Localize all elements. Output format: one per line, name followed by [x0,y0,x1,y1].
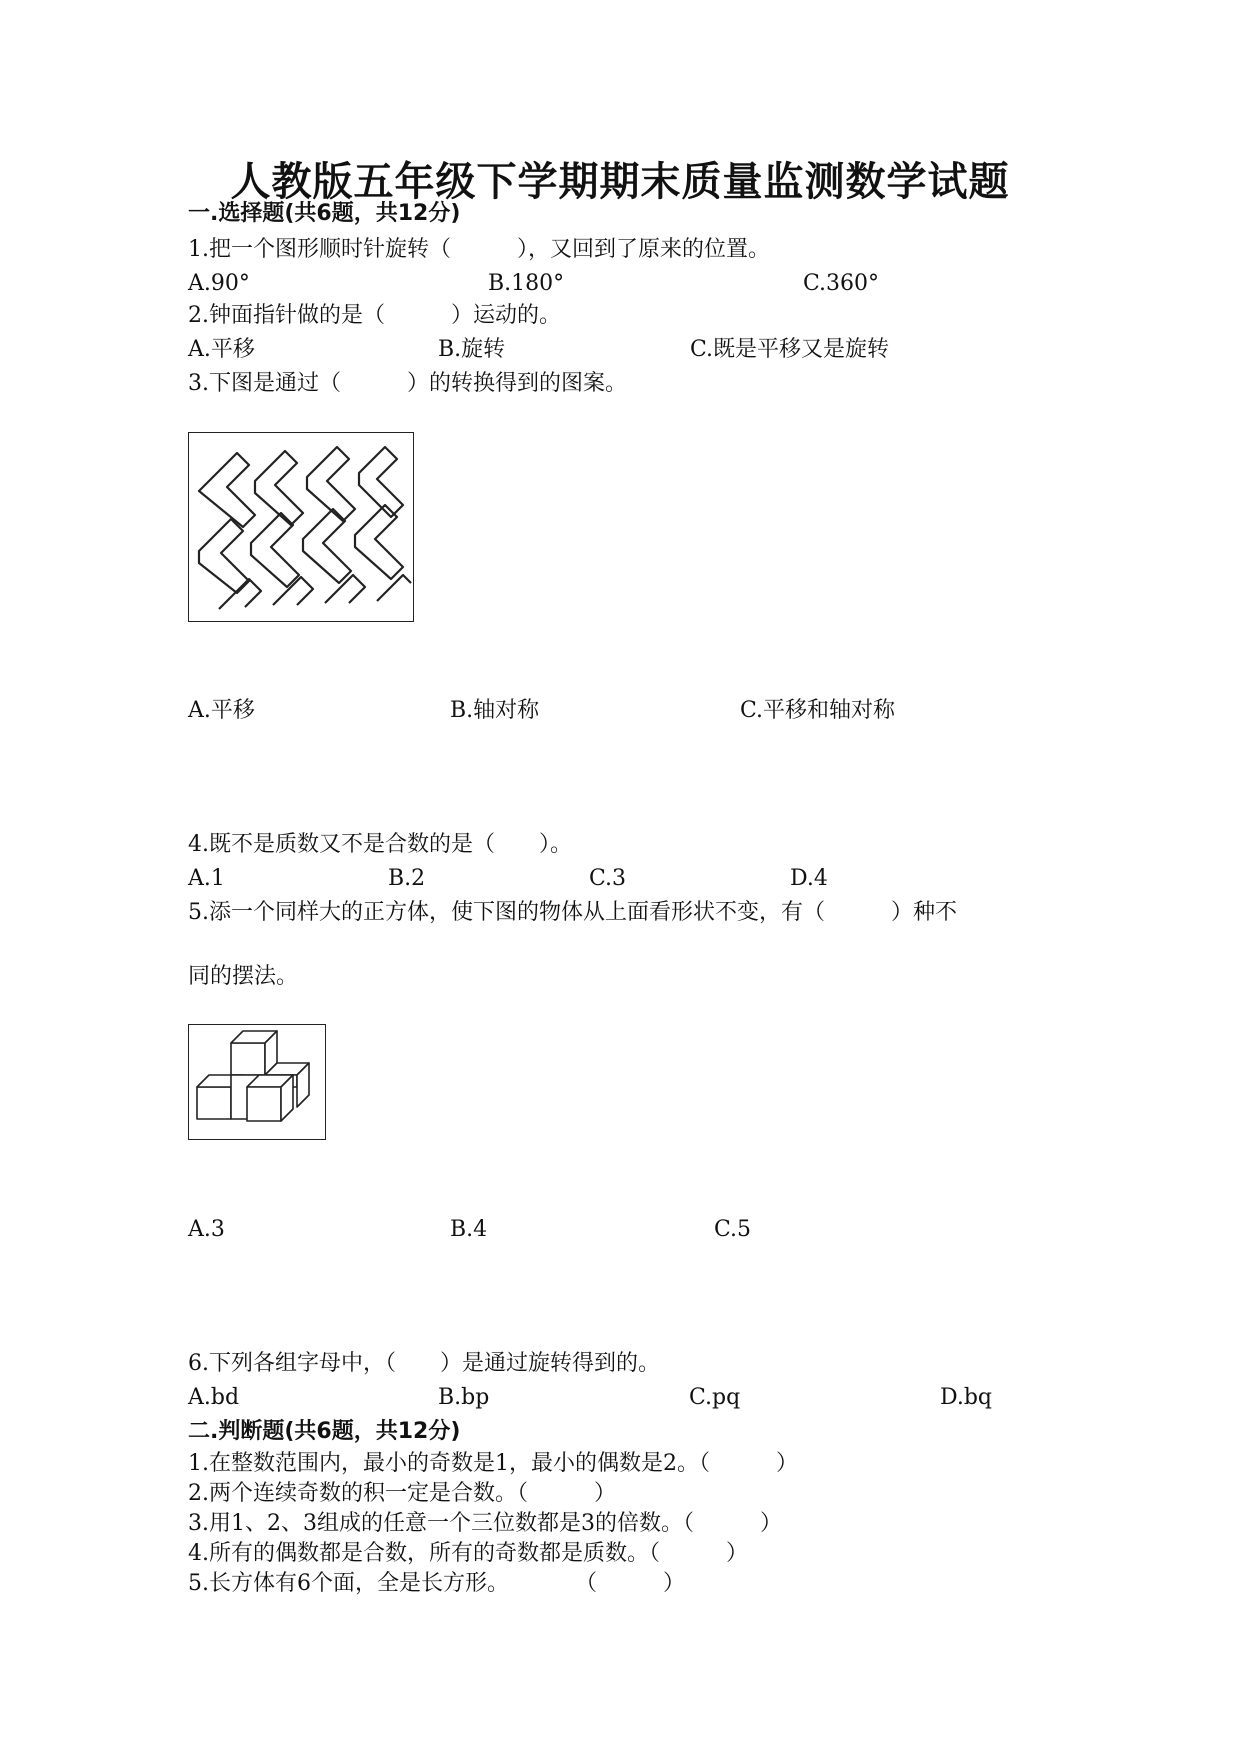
top-cube-front [231,1043,265,1075]
q4-option-c: C.3 [589,866,627,891]
question-1-text: 1.把一个图形顺时针旋转（ ），又回到了原来的位置。 [188,237,770,262]
q5-option-a: A.3 [188,1217,225,1242]
q5-option-c: C.5 [714,1217,752,1242]
q1-option-b: B.180° [488,271,565,296]
left-cube-front [197,1087,231,1119]
q6-option-b: B.bp [438,1385,490,1410]
judgement-item-5: 5.长方体有6个面，全是长方形。 （ ） [188,1571,685,1596]
question-3-text: 3.下图是通过（ ）的转换得到的图案。 [188,371,627,396]
q2-option-a: A.平移 [188,337,255,362]
page-title: 人教版五年级下学期期末质量监测数学试题 [230,159,1010,205]
question-6-text: 6.下列各组字母中，（ ）是通过旋转得到的。 [188,1351,660,1376]
cubes-svg [189,1025,325,1139]
judgement-item-1: 1.在整数范围内，最小的奇数是1，最小的偶数是2。（ ） [188,1451,798,1476]
question-4-text: 4.既不是质数又不是合数的是（ ）。 [188,832,572,857]
q4-option-b: B.2 [388,866,426,891]
judgement-item-3: 3.用1、2、3组成的任意一个三位数都是3的倍数。（ ） [188,1511,782,1536]
front-cube-front [247,1087,281,1121]
pattern-row-1 [199,447,403,527]
q6-option-a: A.bd [188,1385,240,1410]
section-heading-choice: 一.选择题(共6题，共12分) [188,201,461,226]
q3-option-a: A.平移 [188,698,255,723]
question-2-text: 2.钟面指针做的是（ ）运动的。 [188,303,561,328]
q2-option-c: C.既是平移又是旋转 [690,337,890,362]
q3-option-c: C.平移和轴对称 [740,698,896,723]
q3-option-b: B.轴对称 [450,698,540,723]
question-5-text-line-2: 同的摆法。 [188,964,299,989]
pattern-row-2 [199,505,403,593]
q5-option-b: B.4 [450,1217,488,1242]
q4-option-a: A.1 [188,866,225,891]
question-5-text-line-1: 5.添一个同样大的正方体，使下图的物体从上面看形状不变，有（ ）种不 [188,900,957,925]
q2-option-b: B.旋转 [438,337,506,362]
q6-option-d: D.bq [940,1385,993,1410]
judgement-item-2: 2.两个连续奇数的积一定是合数。（ ） [188,1481,616,1506]
q1-option-c: C.360° [803,271,880,296]
pattern-row-3 [219,575,411,609]
q6-option-c: C.pq [689,1385,741,1410]
q1-option-a: A.90° [188,271,250,296]
section-heading-judgement: 二.判断题(共6题，共12分) [188,1419,461,1444]
q3-pattern-figure [188,432,414,622]
judgement-item-4: 4.所有的偶数都是合数，所有的奇数都是质数。（ ） [188,1541,748,1566]
q5-cubes-figure [188,1024,326,1140]
q4-option-d: D.4 [790,866,828,891]
pattern-svg [189,433,413,621]
